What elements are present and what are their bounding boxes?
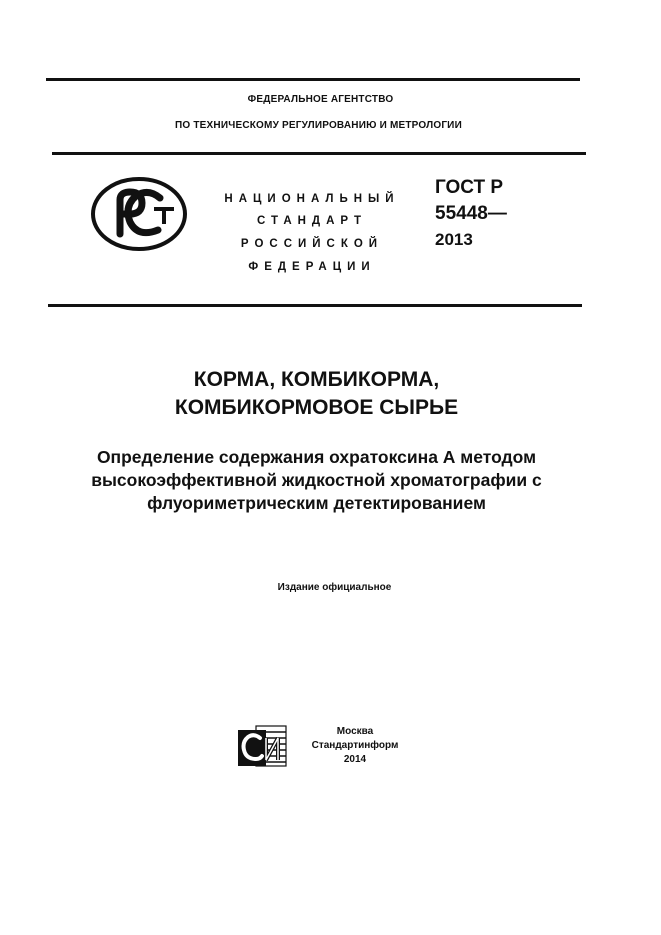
national-line-3: РОССИЙСКОЙ bbox=[240, 238, 384, 250]
national-line-4: ФЕДЕРАЦИИ bbox=[248, 261, 376, 273]
national-line-2: СТАНДАРТ bbox=[257, 215, 367, 227]
top-rule bbox=[46, 78, 580, 81]
edition-label: Издание официальное bbox=[277, 582, 392, 593]
publisher-name: Стандартинформ bbox=[311, 740, 399, 751]
standard-designation-line-2: 55448— bbox=[435, 203, 507, 224]
standard-designation-line-1: ГОСТ Р bbox=[435, 177, 504, 198]
standard-designation-line-3: 2013 bbox=[435, 230, 473, 249]
document-subtitle-line-3: флуориметрическим детектированием bbox=[147, 493, 486, 513]
publication-year: 2014 bbox=[343, 754, 367, 765]
document-subtitle-line-2: высокоэффективной жидкостной хроматографии с bbox=[91, 470, 542, 490]
agency-name-line-2: ПО ТЕХНИЧЕСКОМУ РЕГУЛИРОВАНИЮ И МЕТРОЛОГИИ bbox=[175, 120, 462, 131]
agency-name-line-1: ФЕДЕРАЛЬНОЕ АГЕНТСТВО bbox=[247, 94, 394, 105]
national-line-1: НАЦИОНАЛЬНЫЙ bbox=[224, 193, 400, 205]
middle-rule bbox=[52, 152, 586, 155]
bottom-rule bbox=[48, 304, 582, 307]
document-title-line-2: КОМБИКОРМОВОЕ СЫРЬЕ bbox=[174, 396, 459, 419]
document-title-line-1: КОРМА, КОМБИКОРМА, bbox=[193, 368, 440, 391]
rst-conformity-mark-icon bbox=[90, 176, 188, 252]
document-subtitle-line-1: Определение содержания охратоксина А методом bbox=[96, 447, 537, 467]
standartinform-logo-icon bbox=[236, 724, 288, 768]
publisher-city: Москва bbox=[336, 726, 374, 737]
